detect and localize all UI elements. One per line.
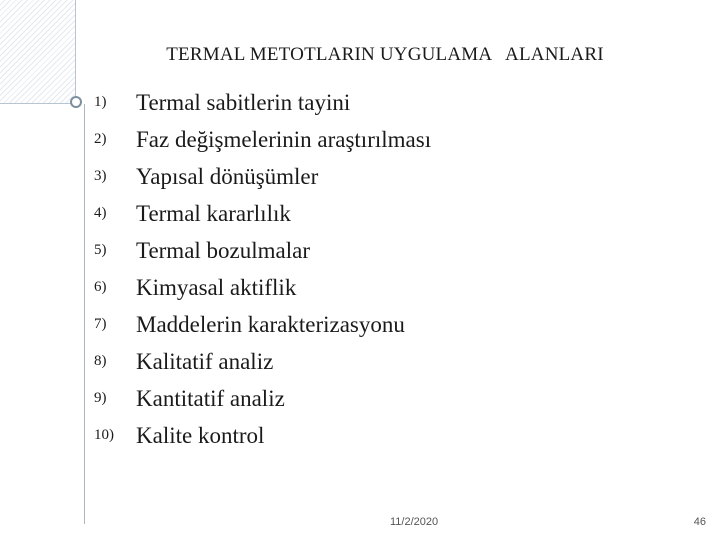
list-item-number: 10) <box>94 427 114 443</box>
list-item-text: Maddelerin karakterizasyonu <box>136 311 405 337</box>
list-item-text: Yapısal dönüşümler <box>136 163 319 189</box>
numbered-list <box>94 84 431 454</box>
list-item-text: Kalitatif analiz <box>136 348 274 374</box>
list-item <box>94 195 431 232</box>
list-item-text: Kimyasal aktiflik <box>136 274 297 300</box>
list-item-number: 9) <box>94 390 107 406</box>
list-item-text: Kalite kontrol <box>136 422 265 448</box>
list-item <box>94 158 431 195</box>
list-item <box>94 121 431 158</box>
list-item-number: 1) <box>94 94 107 110</box>
list-item-text: Termal bozulmalar <box>136 237 311 263</box>
list-item-text: Faz değişmelerinin araştırılması <box>136 126 432 152</box>
decorative-circle <box>70 96 82 108</box>
decorative-vertical-line <box>84 104 85 524</box>
list-item-number: 5) <box>94 242 107 258</box>
list-item <box>94 84 431 121</box>
list-item <box>94 232 431 269</box>
list-item <box>94 343 431 380</box>
list-item-text: Kantitatif analiz <box>136 385 285 411</box>
list-item-text: Termal kararlılık <box>136 200 291 226</box>
list-item-number: 8) <box>94 353 107 369</box>
slide-title: TERMAL METOTLARIN UYGULAMA ALANLARI <box>166 44 604 65</box>
list-item <box>94 269 431 306</box>
list-item <box>94 417 431 454</box>
list-item <box>94 306 431 343</box>
footer-date: 11/2/2020 <box>390 516 439 528</box>
list-item-number: 2) <box>94 131 107 147</box>
list-item-number: 6) <box>94 279 107 295</box>
page-number: 46 <box>693 516 706 528</box>
list-item-number: 7) <box>94 316 107 332</box>
list-item <box>94 380 431 417</box>
list-item-number: 4) <box>94 205 107 221</box>
list-item-text: Termal sabitlerin tayini <box>136 89 351 115</box>
list-item-number: 3) <box>94 168 107 184</box>
